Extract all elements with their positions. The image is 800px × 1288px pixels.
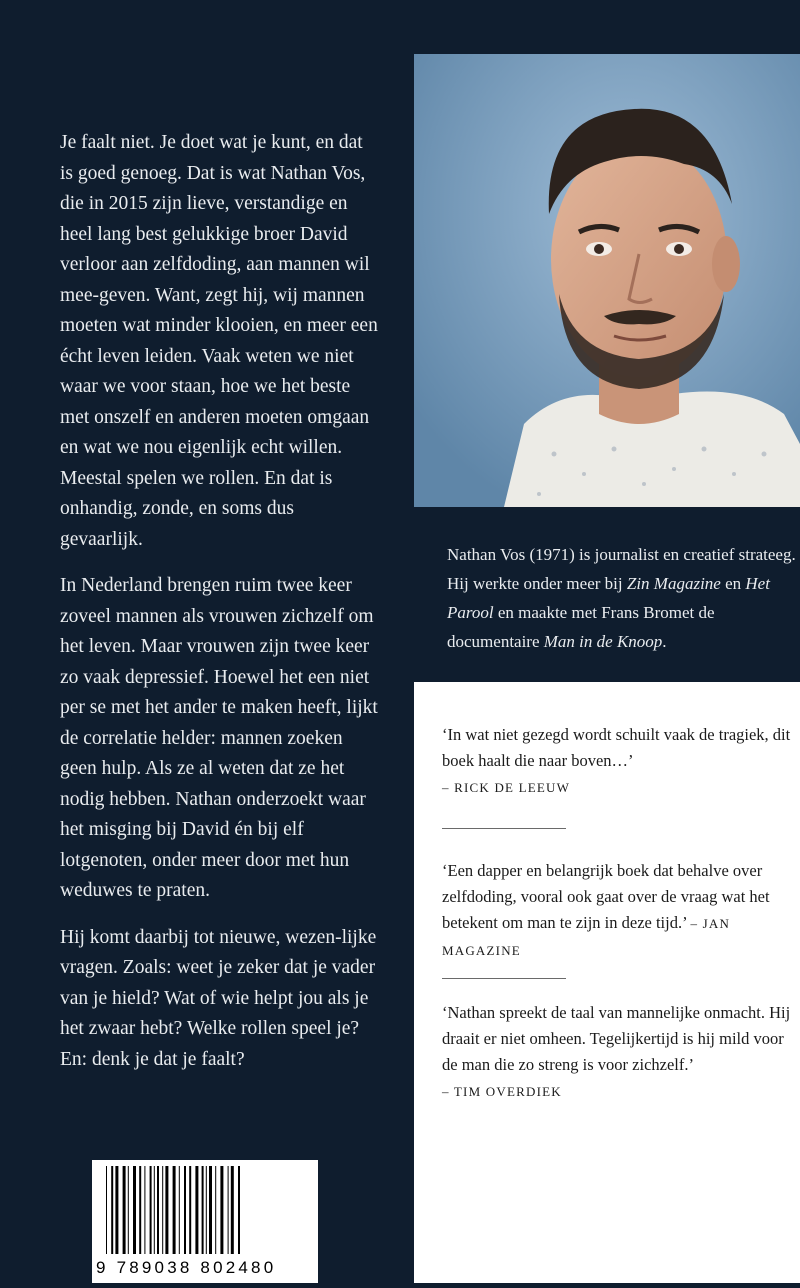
quote-source: – JAN MAGAZINE bbox=[442, 916, 731, 958]
barcode-bar bbox=[195, 1166, 198, 1254]
barcode-bar bbox=[115, 1166, 118, 1254]
barcode-bar bbox=[144, 1166, 145, 1254]
barcode-bar bbox=[139, 1166, 141, 1254]
barcode-bar bbox=[150, 1166, 152, 1254]
barcode-bar bbox=[106, 1166, 107, 1254]
bio-text-3: en maakte met Frans Bromet de documentaire bbox=[447, 603, 715, 651]
isbn-digits: 9 789038 802480 bbox=[96, 1258, 277, 1277]
quote-text: ‘In wat niet gezegd wordt schuilt vaak de tragiek, dit boek haalt die naar boven…’ bbox=[442, 725, 791, 770]
bio-title-zin-magazine: Zin Magazine bbox=[626, 574, 721, 593]
barcode-bar bbox=[133, 1166, 136, 1254]
barcode-bar bbox=[162, 1166, 163, 1254]
barcode-bar bbox=[228, 1166, 229, 1254]
barcode-bar bbox=[220, 1166, 223, 1254]
blurb-paragraph-3: Hij komt daarbij tot nieuwe, wezen-lijke vragen. Zoals: weet je zeker dat je vader van je hield? Wat of wie helpt jou als je het zwaar hebt? Welke rollen speel je? En: denk je dat je faalt? bbox=[60, 926, 377, 1070]
quote-source: – RICK DE LEEUW bbox=[442, 780, 571, 795]
barcode-bar bbox=[173, 1166, 176, 1254]
author-photo bbox=[414, 54, 800, 507]
quote-text: ‘Een dapper en belangrijk boek dat behalve over zelfdoding, vooral ook gaat over de vraag wat het betekent om man te zijn in deze tijd.’ bbox=[442, 861, 770, 932]
barcode-bar bbox=[179, 1166, 180, 1254]
bio-text-2: en bbox=[720, 574, 746, 593]
quote-text: ‘Nathan spreekt de taal van mannelijke onmacht. Hij draait er niet omheen. Tegelijkertijd is hij mild voor de man die zo streng is voor zichzelf.’ bbox=[442, 1003, 791, 1074]
barcode-bar bbox=[111, 1166, 113, 1254]
barcode-bar bbox=[209, 1166, 212, 1254]
barcode-bar bbox=[184, 1166, 186, 1254]
bio-title-het-parool: Het Parool bbox=[447, 574, 770, 622]
review-quote-2 bbox=[442, 858, 792, 964]
review-quote-1 bbox=[442, 722, 792, 801]
author-bio bbox=[447, 540, 797, 656]
quote-source: – TIM OVERDIEK bbox=[442, 1084, 562, 1099]
barcode-bar bbox=[231, 1166, 234, 1254]
blurb-paragraph-2: In Nederland brengen ruim twee keer zoveel mannen als vrouwen zichzelf om het leven. Maar vrouwen zijn twee keer zo vaak depressief. Hoewel het een niet per se met het ander te maken heeft, lijkt de correlatie helder: mannen zoeken geen hulp. Als ze al weten dat ze het nodig hebben. Nathan onderzoekt waar het misging bij David én bij elf lotgenoten, onder meer door met hun weduwes te praten. bbox=[60, 575, 378, 901]
isbn-barcode bbox=[92, 1160, 318, 1283]
bio-title-documentary: Man in de Knoop bbox=[543, 632, 663, 651]
barcode-bar bbox=[206, 1166, 207, 1254]
divider bbox=[442, 978, 566, 979]
review-quotes-panel bbox=[414, 682, 800, 1283]
bio-text-4: . bbox=[662, 632, 667, 651]
back-cover-blurb bbox=[60, 128, 380, 1091]
barcode-bar bbox=[202, 1166, 204, 1254]
barcode-bar bbox=[215, 1166, 216, 1254]
blurb-paragraph-1: Je faalt niet. Je doet wat je kunt, en dat is goed genoeg. Dat is wat Nathan Vos, die in 2015 zijn lieve, verstandige en heel lang best gelukkige broer David verloor aan zelfdoding, aan mannen wil mee-geven. Want, zegt hij, wij mannen moeten wat minder klooien, en meer een écht leven leiden. Vaak weten we niet waar we voor staan, hoe we het beste met onszelf en anderen moeten omgaan en wat we nou eigenlijk echt willen. Meestal spelen we rollen. En dat is onhandig, zonde, en soms dus gevaarlijk. bbox=[60, 132, 378, 550]
barcode-bar bbox=[157, 1166, 159, 1254]
review-quote-3 bbox=[442, 1000, 792, 1105]
barcode-bar bbox=[238, 1166, 240, 1254]
barcode-bar bbox=[154, 1166, 155, 1254]
author-portrait-illustration bbox=[414, 54, 800, 507]
barcode-bar bbox=[165, 1166, 168, 1254]
barcode-bar bbox=[128, 1166, 129, 1254]
barcode-bar bbox=[123, 1166, 126, 1254]
bio-text-1: Nathan Vos (1971) is journalist en creatief strateeg. Hij werkte onder meer bij bbox=[447, 545, 796, 593]
divider bbox=[442, 828, 566, 829]
barcode-bar bbox=[189, 1166, 191, 1254]
